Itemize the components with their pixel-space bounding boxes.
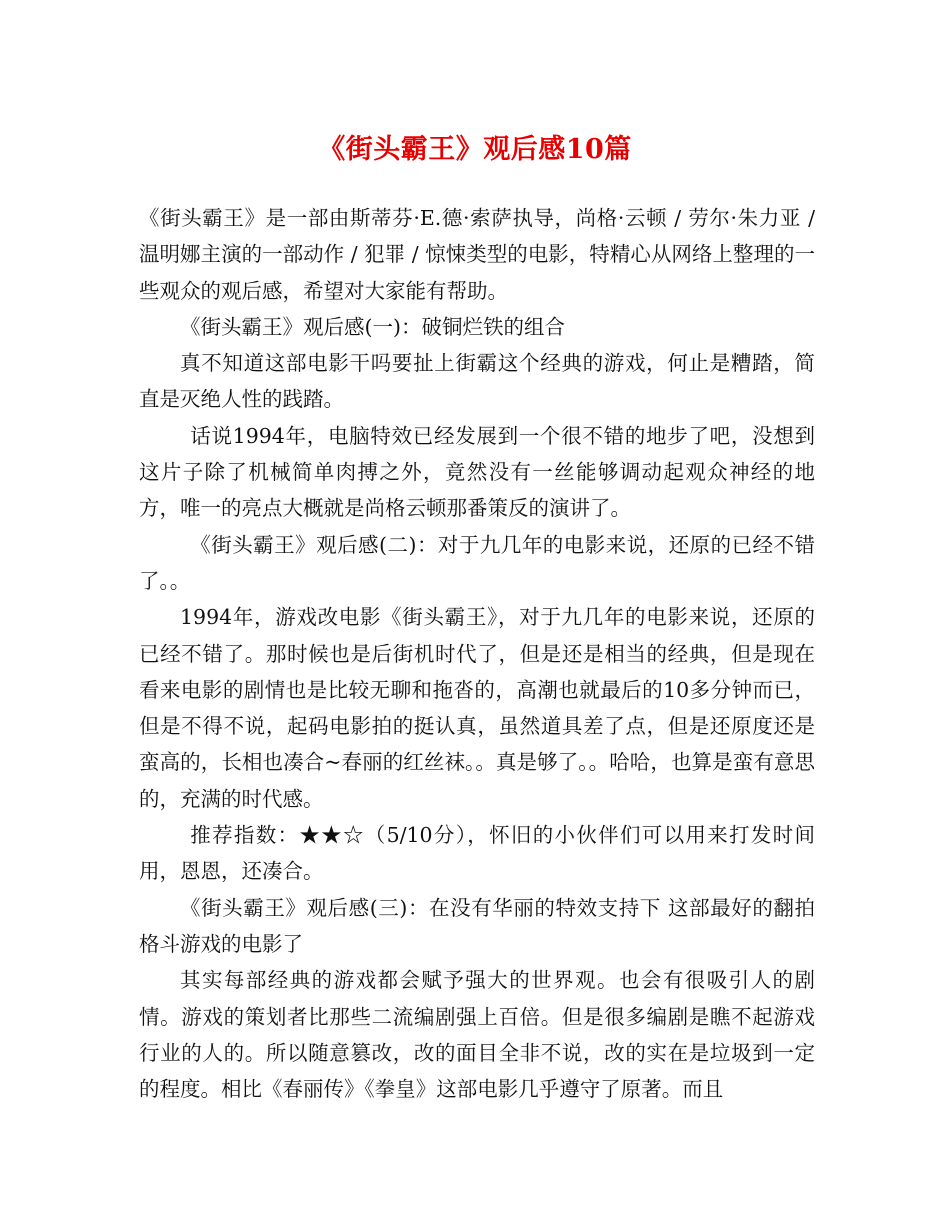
document-title: 《街头霸王》观后感10篇 <box>318 134 632 165</box>
review-paragraph: 1994年，游戏改电影《街头霸王》，对于九几年的电影来说，还原的已经不错了。那时候也是后街机时代了，但是还是相当的经典，但是现在看来电影的剧情也是比较无聊和拖沓的，高潮也就最后的10多分钟而已，但是不得不说，起码电影拍的挺认真，虽然道具差了点，但是还原度还是蛮高的，长相也凑合~春丽的红丝袜。。真是够了。。哈哈，也算是蛮有意思的，充满的时代感。 <box>139 605 815 811</box>
rating-paragraph: 推荐指数：★★☆（5/10分），怀旧的小伙伴们可以用来打发时间用，恩恩，还凑合。 <box>139 823 815 884</box>
section-heading-1: 《街头霸王》观后感(一)：破铜烂铁的组合 <box>180 314 565 339</box>
review-paragraph: 话说1994年，电脑特效已经发展到一个很不错的地步了吧，没想到这片子除了机械简单肉搏之外，竟然没有一丝能够调动起观众神经的地方，唯一的亮点大概就是尚格云顿那番策反的演讲了。 <box>139 423 815 521</box>
document-body <box>139 200 815 1107</box>
section-heading-3: 《街头霸王》观后感(三)：在没有华丽的特效支持下 这部最好的翻拍格斗游戏的电影了 <box>139 895 815 956</box>
review-paragraph: 其实每部经典的游戏都会赋予强大的世界观。也会有很吸引人的剧情。游戏的策划者比那些二流编剧强上百倍。但是很多编剧是瞧不起游戏行业的人的。所以随意篡改，改的面目全非不说，改的实在是垃圾到一定的程度。相比《春丽传》《拳皇》这部电影几乎遵守了原著。而且 <box>139 968 815 1102</box>
review-paragraph: 真不知道这部电影干吗要扯上街霸这个经典的游戏，何止是糟踏，简直是灭绝人性的践踏。 <box>139 351 815 412</box>
intro-paragraph: 《街头霸王》是一部由斯蒂芬·E.德·索萨执导，尚格·云顿 / 劳尔·朱力亚 / 温明娜主演的一部动作 / 犯罪 / 惊悚类型的电影，特精心从网络上整理的一些观众的观后感，希望对大家能有帮助。 <box>139 206 815 303</box>
section-heading-2: 《街头霸王》观后感(二)：对于九几年的电影来说，还原的已经不错了。。 <box>139 532 815 593</box>
